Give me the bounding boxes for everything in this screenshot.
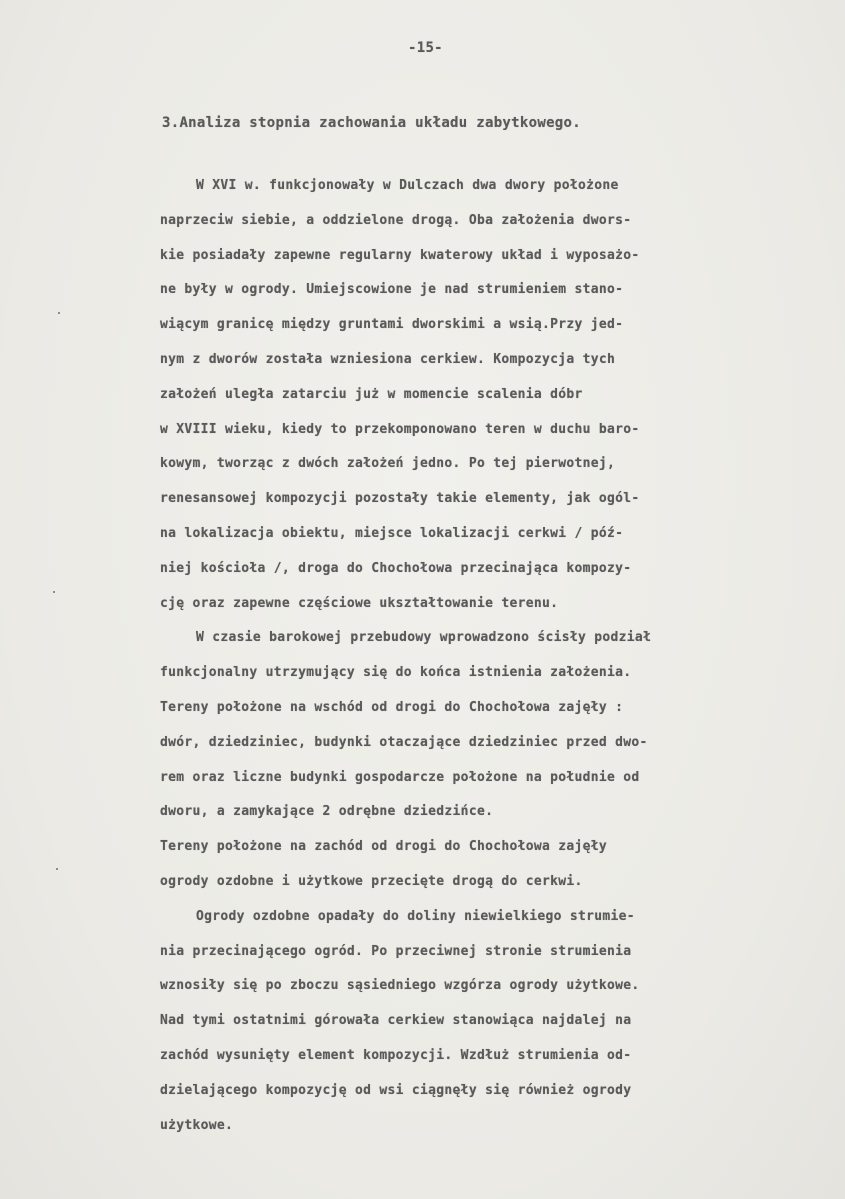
body-text (160, 176, 792, 1150)
body-line: wiącym granicę między gruntami dworskimi a wsią.Przy jed- (160, 317, 624, 333)
body-line: W XVI w. funkcjonowały w Dulczach dwa dwory położone (196, 178, 619, 193)
body-line: niej kościoła /, droga do Chochołowa przecinająca kompozy- (160, 560, 632, 576)
body-line: naprzeciw siebie, a oddzielone drogą. Oba założenia dwors- (160, 212, 632, 228)
body-line: w XVIII wieku, kiedy to przekomponowano teren w duchu baro- (160, 421, 640, 437)
body-line: ne były w ogrody. Umiejscowione je nad strumieniem stano- (160, 282, 624, 298)
body-line: założeń uległa zatarciu już w momencie scalenia dóbr (160, 386, 583, 402)
body-line: nym z dworów została wzniesiona cerkiew. Kompozycja tych (160, 351, 616, 367)
body-line: Tereny położone na zachód od drogi do Chochołowa zajęły (160, 839, 607, 855)
margin-dot (53, 591, 55, 593)
body-line: kie posiadały zapewne regularny kwaterowy układ i wyposażo- (160, 247, 640, 263)
body-line: użytkowe. (160, 1117, 234, 1133)
body-line: dzielającego kompozycję od wsi ciągnęły się również ogrody (160, 1082, 632, 1098)
body-line: ogrody ozdobne i użytkowe przecięte drogą do cerkwi. (160, 873, 583, 889)
body-line: rem oraz liczne budynki gospodarcze położone na południe od (160, 769, 640, 785)
body-line: dwór, dziedziniec, budynki otaczające dziedziniec przed dwo- (160, 734, 648, 750)
body-line: na lokalizacja obiektu, miejsce lokalizacji cerkwi / póź- (160, 525, 624, 541)
body-line: nia przecinającego ogród. Po przeciwnej stronie strumienia (160, 943, 632, 959)
body-line: W czasie barokowej przebudowy wprowadzono ścisły podział (196, 630, 652, 646)
page-number: -15- (408, 40, 443, 56)
margin-dot (56, 868, 58, 870)
body-line: dworu, a zamykające 2 odrębne dziedzińce. (160, 804, 494, 820)
body-line: Ogrody ozdobne opadały do doliny niewielkiego strumie- (196, 908, 635, 924)
body-line: wznosiły się po zboczu sąsiedniego wzgórza ogrody użytkowe. (160, 978, 640, 994)
margin-dot (58, 312, 60, 314)
body-line: cję oraz zapewne częściowe ukształtowanie terenu. (160, 595, 559, 611)
body-line: renesansowej kompozycji pozostały takie elementy, jak ogól- (160, 491, 640, 507)
body-line: Tereny położone na wschód od drogi do Chochołowa zajęły : (160, 699, 624, 715)
body-line: funkcjonalny utrzymujący się do końca istnienia założenia. (160, 665, 632, 681)
section-heading: 3.Analiza stopnia zachowania układu zabytkowego. (162, 115, 581, 131)
body-line: kowym, tworząc z dwóch założeń jedno. Po tej pierwotnej, (160, 456, 616, 472)
body-line: zachód wysunięty element kompozycji. Wzdłuż strumienia od- (160, 1047, 632, 1063)
body-line: Nad tymi ostatnimi górowała cerkiew stanowiąca najdalej na (160, 1013, 632, 1029)
